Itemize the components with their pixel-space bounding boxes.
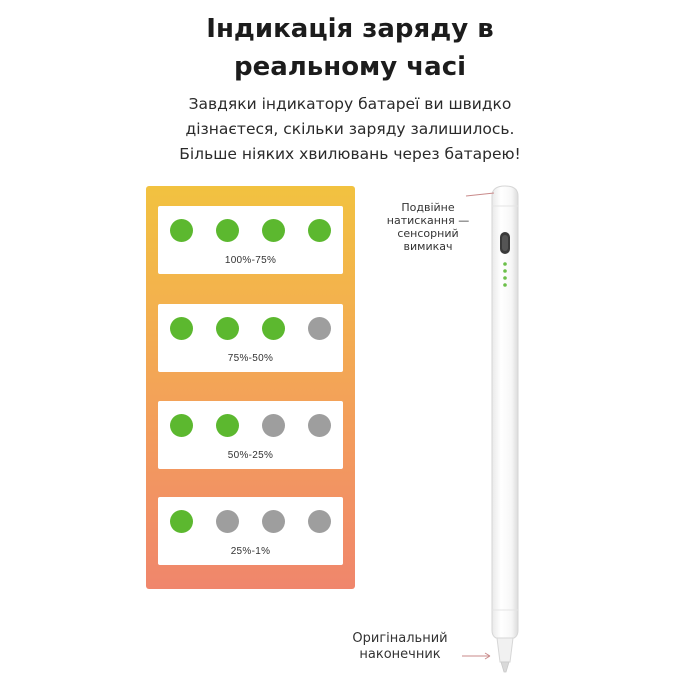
description-line-1: Завдяки індикатору батареї ви швидко [188, 95, 512, 113]
double-tap-pointer-line [466, 193, 494, 196]
annotation-line: наконечник [359, 647, 441, 662]
led-indicator-icon [503, 269, 507, 273]
annotation-line: сенсорний [397, 227, 459, 240]
description-line-2: дізнаєтеся, скільки заряду залишилось. [185, 120, 515, 138]
battery-level-label: 50%-25% [227, 450, 274, 461]
stylus-pen-icon [492, 186, 518, 672]
led-indicator-icon [503, 276, 507, 280]
battery-level-label: 100%-75% [224, 255, 277, 266]
title-line-1: Індикація заряду в [206, 14, 494, 44]
usb-c-port-inner [502, 235, 508, 251]
tip-annotation [335, 631, 465, 663]
battery-level-label: 25%-1% [230, 546, 271, 557]
annotation-line: Оригінальний [352, 631, 448, 646]
annotation-line: Подвійне [401, 201, 455, 214]
led-indicator-icon [503, 262, 507, 266]
annotation-line: натискання — [386, 214, 470, 227]
led-indicator-icon [503, 283, 507, 287]
annotation-line: вимикач [403, 240, 453, 253]
description-line-3: Більше ніяких хвилювань через батарею! [179, 145, 521, 163]
battery-level-label: 75%-50% [227, 353, 274, 364]
double-tap-annotation [383, 201, 473, 253]
title-line-2: реальному часі [233, 52, 467, 82]
